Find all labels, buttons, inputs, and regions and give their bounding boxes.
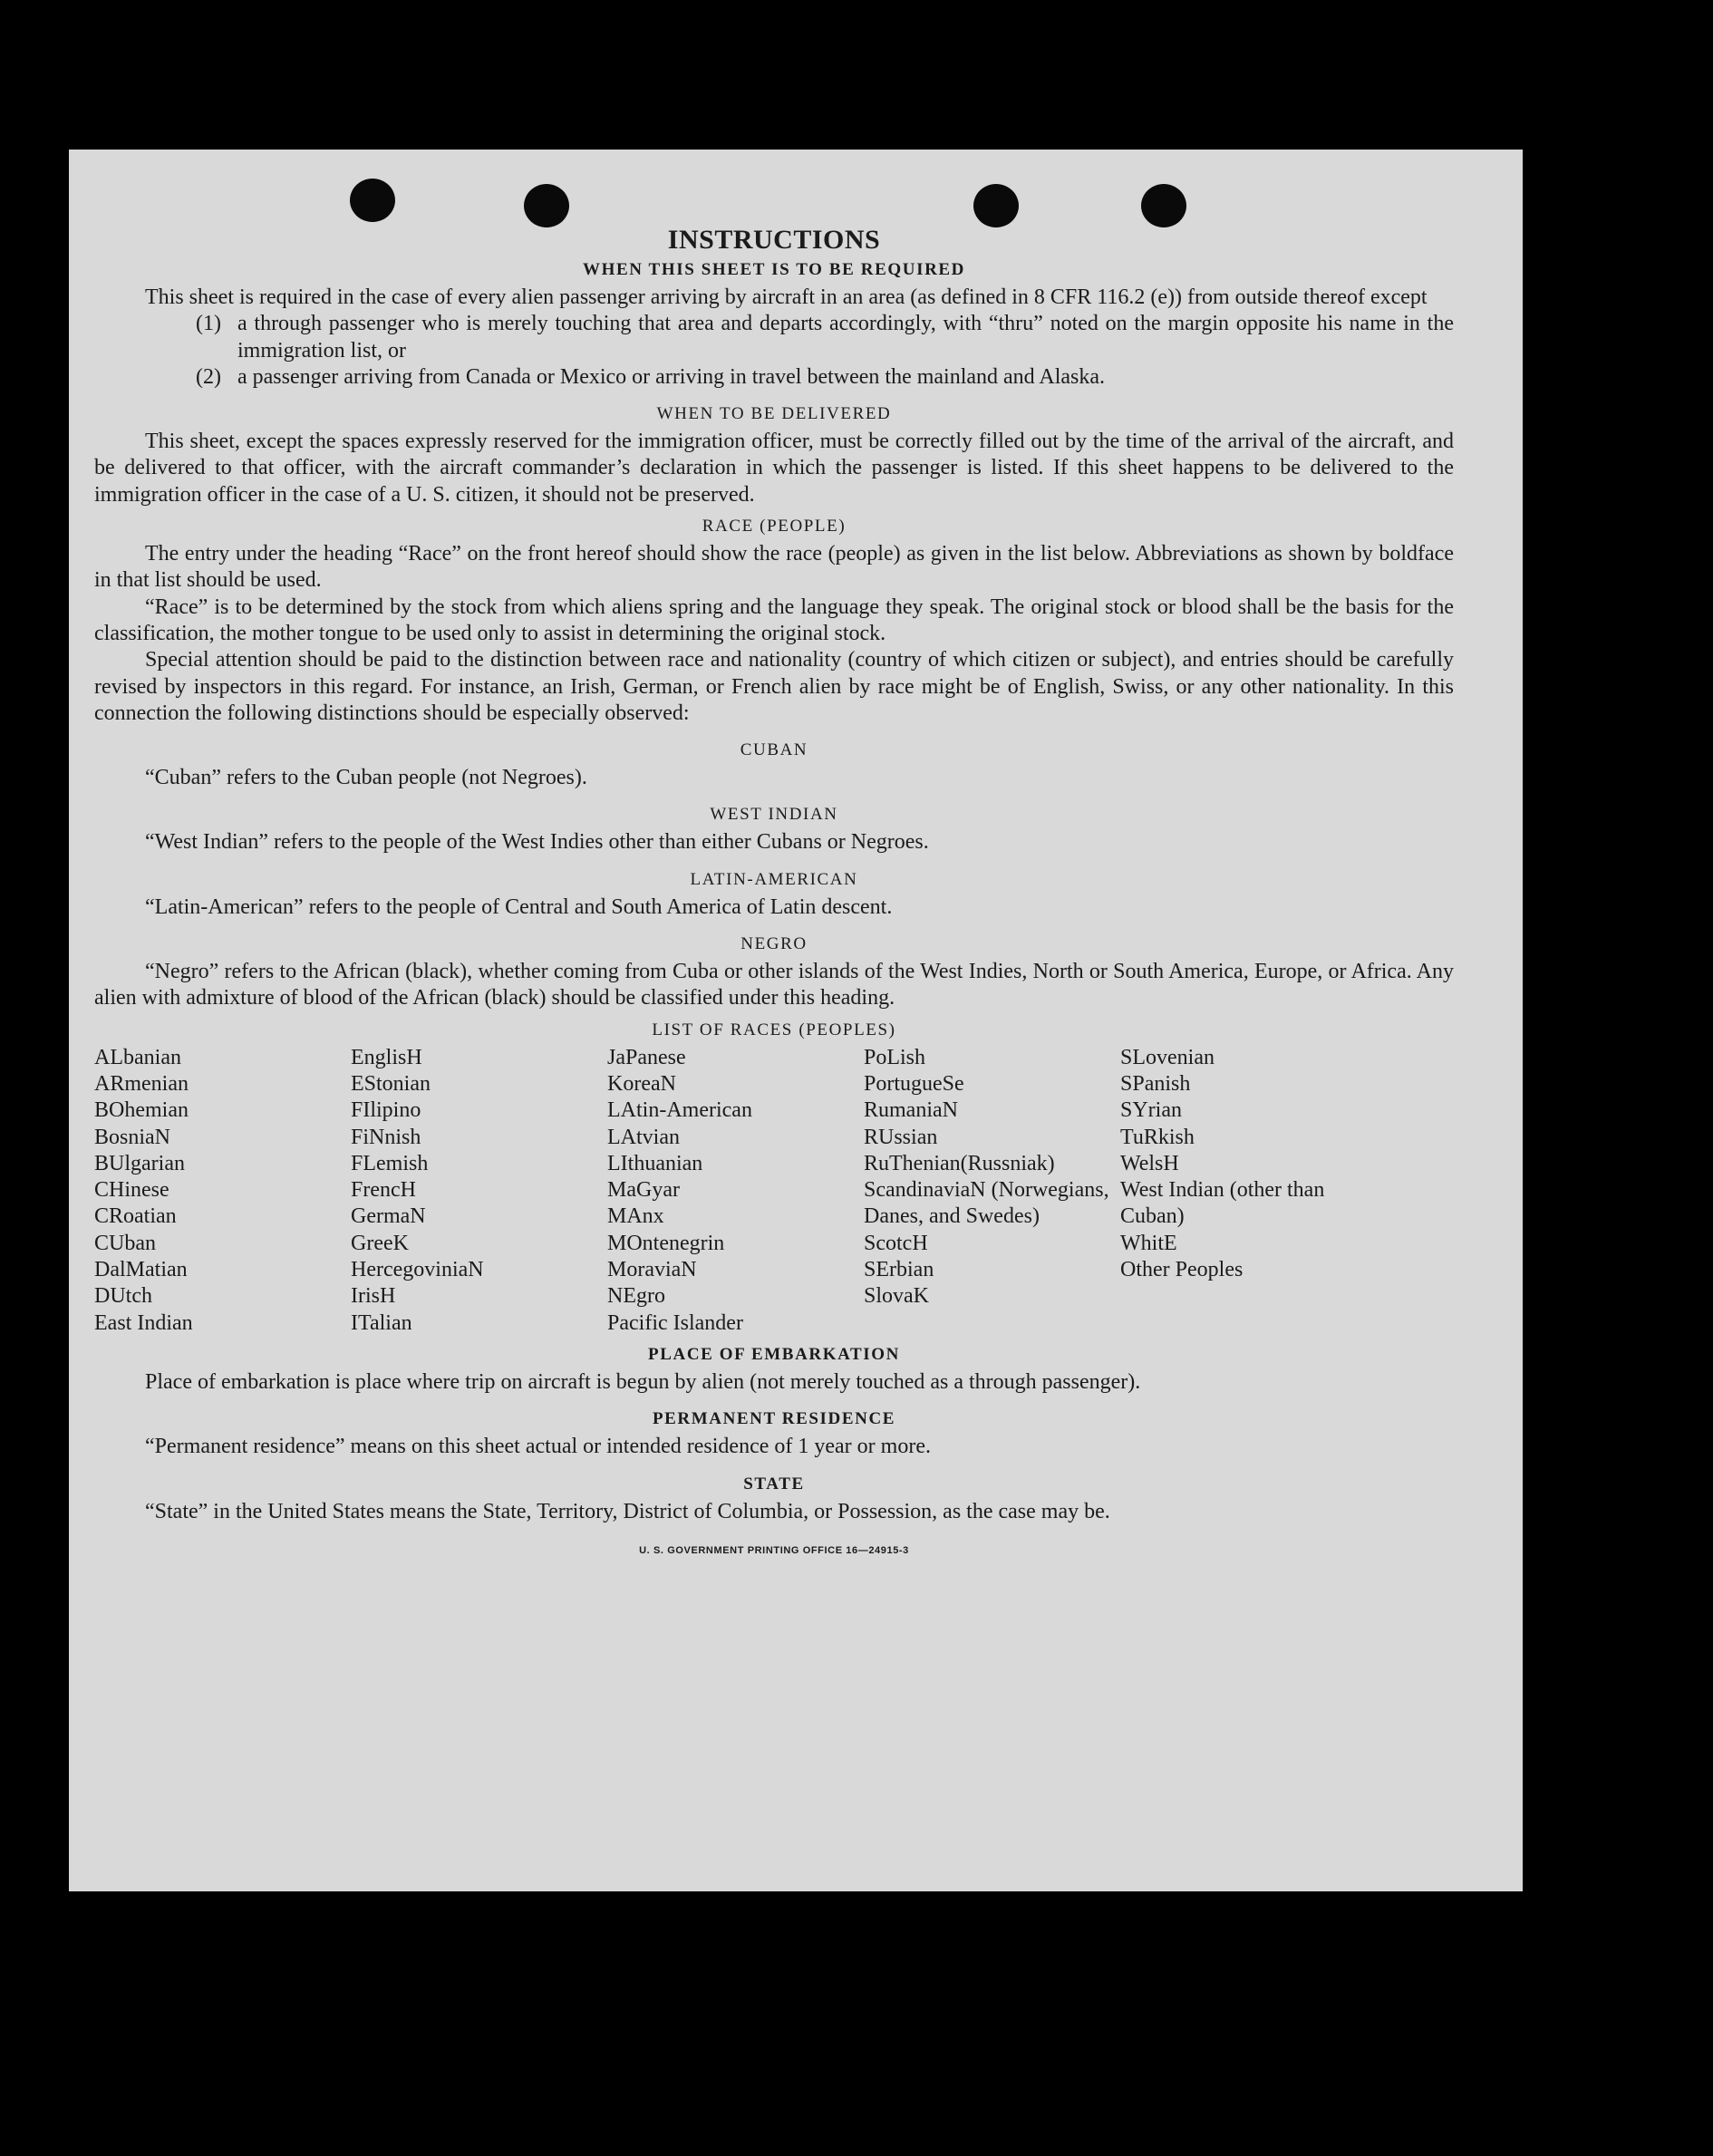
section-heading-when-delivered: WHEN TO BE DELIVERED bbox=[656, 404, 892, 424]
embarkation-text: Place of embarkation is place where trip on aircraft is begun by alien (not merely touched as a through passenger). bbox=[145, 1369, 1141, 1394]
race-entry: EnglisH bbox=[351, 1045, 422, 1069]
race-entry: TuRkish bbox=[1120, 1125, 1195, 1149]
residence-text: “Permanent residence” means on this sheet actual or intended residence of 1 year or more. bbox=[145, 1435, 931, 1459]
section-heading-race: RACE (PEOPLE) bbox=[702, 517, 847, 537]
document-sheet bbox=[69, 150, 1523, 1891]
race-entry: SYrian bbox=[1120, 1098, 1182, 1123]
west-indian-text: “West Indian” refers to the people of the West Indies other than either Cubans or Negroes. bbox=[145, 830, 929, 855]
exception-item bbox=[196, 364, 1454, 391]
race-entry: CRoatian bbox=[94, 1204, 177, 1229]
exception-item bbox=[196, 311, 1454, 364]
race-entry: FLemish bbox=[351, 1151, 429, 1175]
race-column bbox=[1120, 1045, 1377, 1337]
page-title: INSTRUCTIONS bbox=[667, 225, 881, 255]
race-entry: CUban bbox=[94, 1231, 156, 1255]
race-entry: SErbian bbox=[864, 1258, 934, 1282]
race-entry: LIthuanian bbox=[607, 1151, 703, 1175]
race-entry: MaGyar bbox=[607, 1178, 680, 1203]
race-entry: ALbanian bbox=[94, 1045, 181, 1069]
race-entry: BosniaN bbox=[94, 1125, 170, 1149]
exception-text: a through passenger who is merely touching that area and departs accordingly, with “thru” noted on the margin opposite his name in the immigration list, or bbox=[237, 312, 1454, 363]
exception-text: a passenger arriving from Canada or Mexico or arriving in travel between the mainland and Alaska. bbox=[237, 364, 1105, 389]
race-entry: Pacific Islander bbox=[607, 1310, 743, 1335]
race-entry: RuThenian(Russniak) bbox=[864, 1151, 1055, 1175]
section-heading-state: STATE bbox=[743, 1474, 805, 1494]
when-required-intro: This sheet is required in the case of every alien passenger arriving by aircraft in an area (as defined in 8 CFR 116.2 (e)) from outside thereof except bbox=[145, 285, 1428, 309]
race-entry: WhitE bbox=[1120, 1231, 1177, 1255]
section-heading-list-of-races: LIST OF RACES (PEOPLES) bbox=[652, 1020, 896, 1039]
race-entry: Other Peoples bbox=[1120, 1258, 1244, 1282]
race-entry: EStonian bbox=[351, 1071, 431, 1096]
section-heading-cuban: CUBAN bbox=[740, 740, 808, 760]
instructions-content bbox=[94, 225, 1454, 1564]
race-entry: IrisH bbox=[351, 1284, 396, 1309]
punch-hole bbox=[973, 184, 1019, 227]
race-entry: LAtin-American bbox=[607, 1098, 752, 1123]
race-entry: DUtch bbox=[94, 1284, 152, 1309]
race-paragraph: Special attention should be paid to the distinction between race and nationality (country of which citizen or subject), and entries should be carefully revised by inspectors in this regard. For instance, an Irish, German, or French alien by race might be of English, Swiss, or any other nationality. In this connection the following distinctions should be especially observed: bbox=[94, 648, 1454, 725]
race-entry: SLovenian bbox=[1120, 1045, 1215, 1069]
race-column bbox=[607, 1045, 864, 1337]
state-text: “State” in the United States means the State, Territory, District of Columbia, or Possession, as the case may be. bbox=[145, 1499, 1110, 1523]
race-column bbox=[351, 1045, 607, 1337]
race-entry: HercegoviniaN bbox=[351, 1258, 484, 1282]
race-entry: ScandinaviaN (Norwegians, Danes, and Swedes) bbox=[864, 1178, 1109, 1229]
race-entry: BUlgarian bbox=[94, 1151, 185, 1175]
race-entry: RumaniaN bbox=[864, 1098, 958, 1123]
printing-office-footer: U. S. GOVERNMENT PRINTING OFFICE 16—24915-3 bbox=[639, 1544, 909, 1556]
race-entry: FIlipino bbox=[351, 1098, 421, 1123]
race-entry: ITalian bbox=[351, 1310, 412, 1335]
latin-american-text: “Latin-American” refers to the people of Central and South America of Latin descent. bbox=[145, 894, 893, 919]
race-entry: DalMatian bbox=[94, 1258, 188, 1282]
race-paragraph: “Race” is to be determined by the stock from which aliens spring and the language they speak. The original stock or blood shall be the basis for the classification, the mother tongue to be used only to assist in determining the original stock. bbox=[94, 595, 1454, 645]
race-entry: BOhemian bbox=[94, 1098, 189, 1123]
race-entry: JaPanese bbox=[607, 1045, 686, 1069]
race-column bbox=[94, 1045, 351, 1337]
race-entry: GermaN bbox=[351, 1204, 426, 1229]
race-entry: West Indian (other than Cuban) bbox=[1120, 1178, 1325, 1229]
exception-number: (2) bbox=[196, 364, 221, 389]
race-entry: LAtvian bbox=[607, 1125, 680, 1149]
section-heading-embarkation: PLACE OF EMBARKATION bbox=[648, 1344, 900, 1364]
race-entry: RUssian bbox=[864, 1125, 938, 1149]
section-heading-when-required: WHEN THIS SHEET IS TO BE REQUIRED bbox=[582, 260, 966, 279]
race-entry: FrencH bbox=[351, 1178, 416, 1203]
when-delivered-text: This sheet, except the spaces expressly reserved for the immigration officer, must be correctly filled out by the time of the arrival of the aircraft, and be delivered to that officer, with the aircraft commander’s declaration in which the passenger is listed. If this sheet happens to be delivered to the immigration officer in the case of a U. S. citizen, it should not be preserved. bbox=[94, 430, 1454, 507]
race-entry: MOntenegrin bbox=[607, 1231, 725, 1255]
race-entry: GreeK bbox=[351, 1231, 409, 1255]
race-entry: KoreaN bbox=[607, 1071, 676, 1096]
race-entry: PoLish bbox=[864, 1045, 926, 1069]
race-entry: SlovaK bbox=[864, 1284, 929, 1309]
race-entry: ScotcH bbox=[864, 1231, 928, 1255]
race-entry: MoraviaN bbox=[607, 1258, 697, 1282]
race-entry: CHinese bbox=[94, 1178, 169, 1203]
cuban-text: “Cuban” refers to the Cuban people (not Negroes). bbox=[145, 766, 587, 790]
race-entry: East Indian bbox=[94, 1310, 193, 1335]
race-entry: NEgro bbox=[607, 1284, 665, 1309]
section-heading-west-indian: WEST INDIAN bbox=[710, 805, 838, 825]
punch-hole bbox=[350, 179, 395, 222]
race-entry: MAnx bbox=[607, 1204, 664, 1229]
race-entry: ARmenian bbox=[94, 1071, 189, 1096]
races-list bbox=[94, 1045, 1454, 1337]
race-paragraph: The entry under the heading “Race” on the front hereof should show the race (people) as given in the list below. Abbreviations as shown by boldface in that list should be used. bbox=[94, 542, 1454, 593]
section-heading-residence: PERMANENT RESIDENCE bbox=[652, 1409, 896, 1429]
punch-hole bbox=[1141, 184, 1186, 227]
negro-text: “Negro” refers to the African (black), whether coming from Cuba or other islands of the West Indies, North or South America, Europe, or Africa. Any alien with admixture of blood of the African (black) should be classified under this heading. bbox=[94, 960, 1454, 1010]
race-entry: SPanish bbox=[1120, 1071, 1191, 1096]
race-column bbox=[864, 1045, 1120, 1337]
race-entry: PortugueSe bbox=[864, 1071, 964, 1096]
punch-hole bbox=[524, 184, 569, 227]
exception-number: (1) bbox=[196, 312, 221, 336]
section-heading-latin-american: LATIN-AMERICAN bbox=[690, 869, 858, 889]
section-heading-negro: NEGRO bbox=[740, 934, 808, 954]
race-entry: FiNnish bbox=[351, 1125, 421, 1149]
race-entry: WelsH bbox=[1120, 1151, 1179, 1175]
